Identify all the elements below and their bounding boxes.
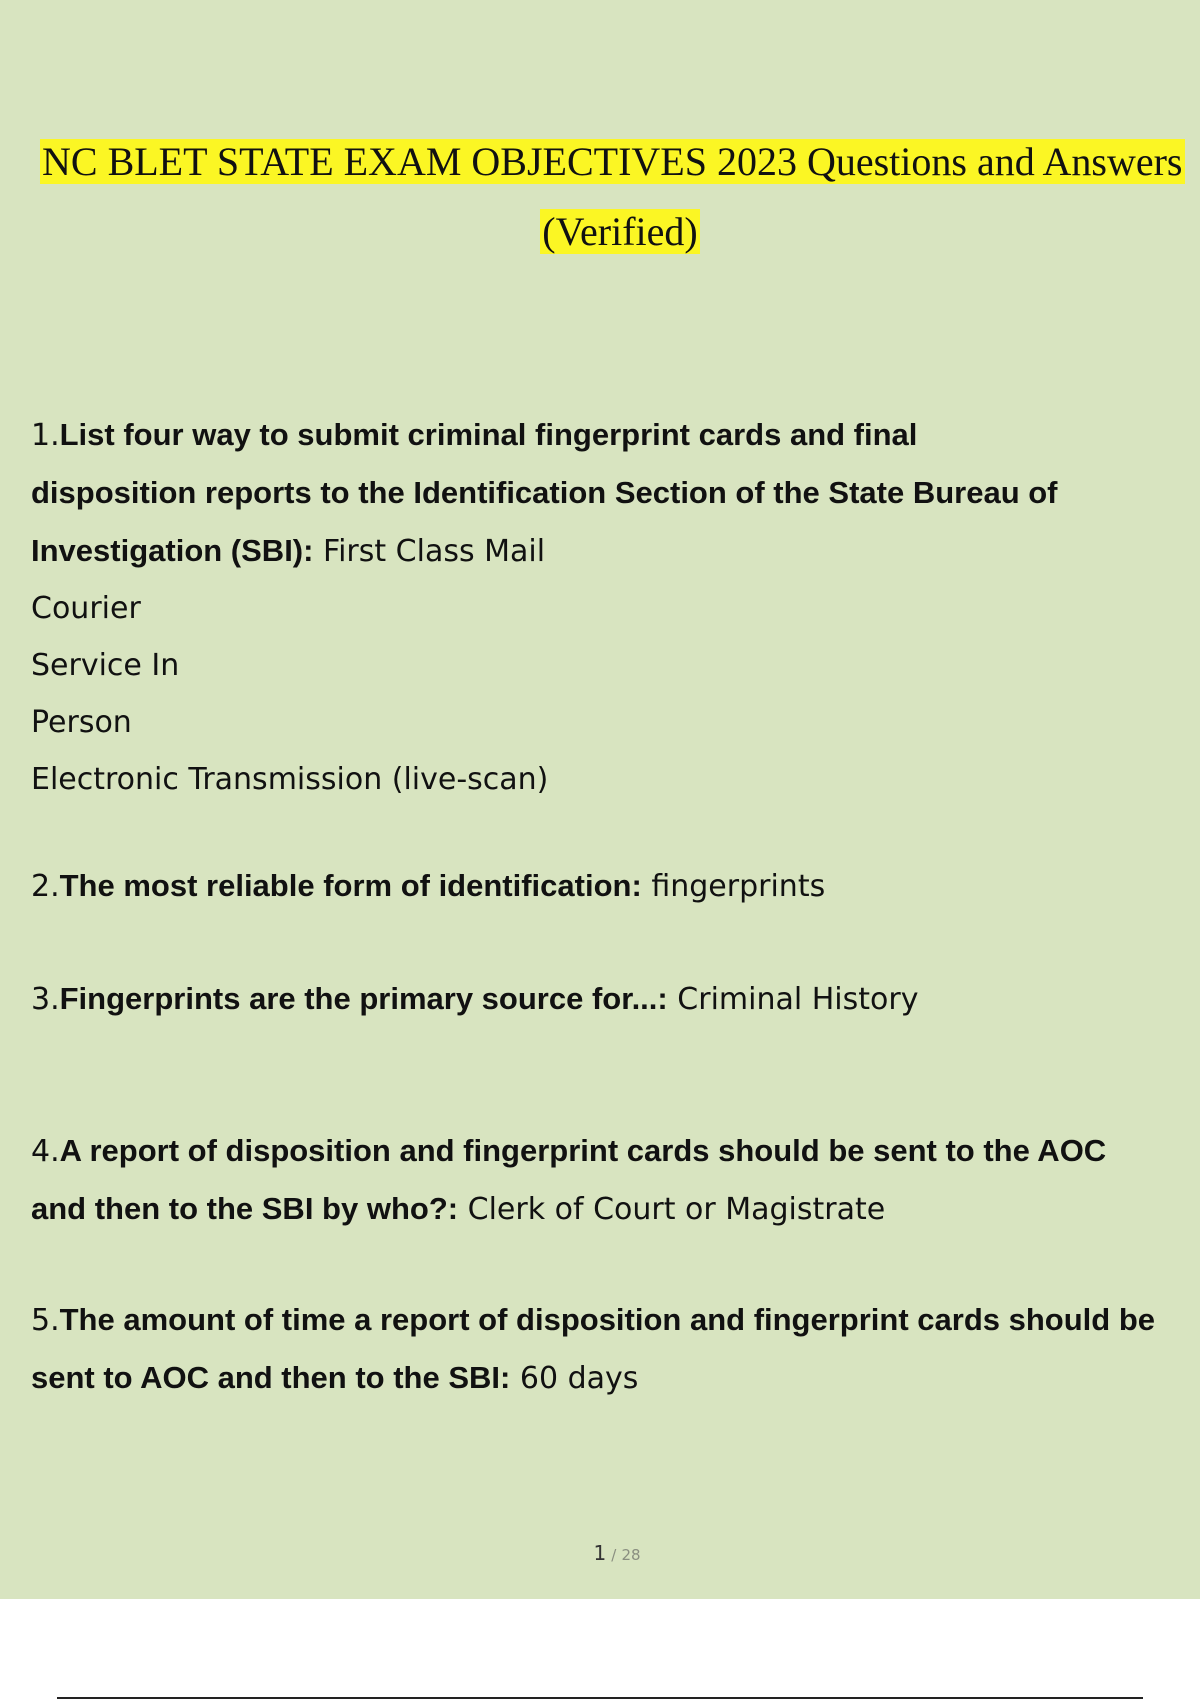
answer-text: First Class Mail	[323, 534, 546, 569]
question-text: Investigation (SBI):	[31, 533, 314, 568]
page-separator: /	[611, 1546, 617, 1564]
title-line-2: (Verified)	[542, 209, 698, 254]
answer-text: Person	[31, 705, 132, 740]
question-text: List four way to submit criminal fingerprint cards and final	[59, 417, 918, 452]
page-indicator	[0, 1541, 1200, 1565]
next-page-rule	[57, 1697, 1143, 1699]
question-text: disposition reports to the Identification Section of the State Bureau of	[31, 475, 1058, 510]
qa-item-5	[31, 1291, 1191, 1407]
answer-text: 60 days	[519, 1361, 639, 1396]
title-line-1: NC BLET STATE EXAM OBJECTIVES 2023 Questions and Answers	[42, 139, 1183, 184]
item-number: 5.	[31, 1303, 60, 1338]
answer-text: Criminal History	[677, 982, 919, 1017]
answer-text: Service In	[31, 648, 180, 683]
question-text: A report of disposition and fingerprint cards should be sent to the AOC	[59, 1133, 1107, 1168]
answer-text: Courier	[31, 591, 141, 626]
question-text: The most reliable form of identification:	[59, 868, 642, 903]
item-number: 4.	[31, 1134, 60, 1169]
qa-item-3	[31, 970, 1191, 1028]
question-text: and then to the SBI by who?:	[31, 1191, 459, 1226]
answer-text: Clerk of Court or Magistrate	[467, 1192, 886, 1227]
qa-item-2	[31, 857, 1191, 915]
item-number: 3.	[31, 982, 60, 1017]
qa-item-1	[31, 406, 1191, 808]
question-text: The amount of time a report of disposition and fingerprint cards should be	[59, 1302, 1156, 1337]
item-number: 1.	[31, 418, 60, 453]
answer-text: fingerprints	[651, 869, 826, 904]
current-page: 1	[593, 1541, 607, 1565]
qa-item-4	[31, 1122, 1191, 1238]
total-pages: 28	[621, 1546, 641, 1564]
question-text: sent to AOC and then to the SBI:	[31, 1360, 511, 1395]
item-number: 2.	[31, 869, 60, 904]
answer-text: Electronic Transmission (live-scan)	[31, 762, 549, 797]
question-text: Fingerprints are the primary source for...:	[59, 981, 668, 1016]
